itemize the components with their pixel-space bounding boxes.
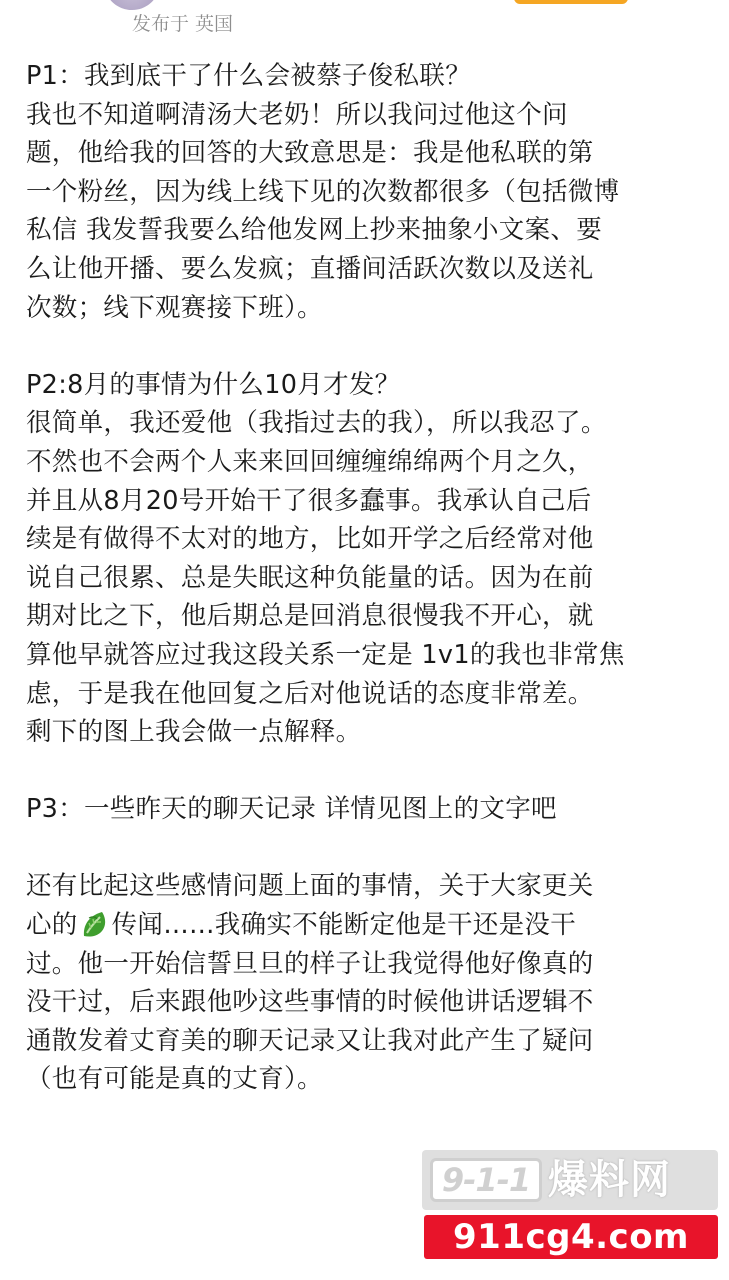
section-title-p2: P2:8月的事情为什么10月才发？ — [26, 369, 401, 400]
post-location-meta: 发布于 英国 — [132, 13, 234, 35]
paragraph-line: 么让他开播、要么发疯；直播间活跃次数以及送礼 — [26, 253, 594, 284]
watermark — [422, 1150, 722, 1260]
watermark-badge: 9-1-1 — [430, 1158, 542, 1202]
paragraph-line: 期对比之下，他后期总是回消息很慢我不开心，就 — [26, 601, 594, 632]
paragraph-line: 我也不知道啊清汤大老奶！所以我问过他这个问 — [26, 99, 568, 130]
paragraph-line: 通散发着丈育美的聊天记录又让我对此产生了疑问 — [26, 1025, 594, 1056]
paragraph-line: 不然也不会两个人来来回回缠缠绵绵两个月之久， — [26, 446, 594, 477]
paragraph-line: 还有比起这些感情问题上面的事情，关于大家更关 — [26, 871, 594, 902]
paragraph-line: 并且从8月20号开始干了很多蠢事。我承认自己后 — [26, 485, 592, 516]
text-fragment: 传闻……我确实不能断定他是干还是没干 — [111, 910, 577, 941]
paragraph-line: 没干过，后来跟他吵这些事情的时候他讲话逻辑不 — [26, 987, 594, 1018]
section-title-p1: P1：我到底干了什么会被蔡子俊私联？ — [26, 61, 472, 91]
section-title-p3: P3：一些昨天的聊天记录 详情见图上的文字吧 — [26, 794, 557, 825]
paragraph-line: （也有可能是真的丈育）。 — [26, 1064, 323, 1095]
paragraph-line: 剩下的图上我会做一点解释。 — [26, 717, 362, 748]
follow-button[interactable] — [514, 0, 628, 4]
paragraph-line: 一个粉丝，因为线上线下见的次数都很多（包括微博 — [26, 176, 620, 207]
text-fragment: 心的 — [26, 910, 78, 941]
paragraph-line: 续是有做得不太对的地方，比如开学之后经常对他 — [26, 524, 594, 555]
post-header — [0, 0, 729, 44]
paragraph-line — [26, 906, 716, 945]
paragraph-line: 次数；线下观赛接下班）。 — [26, 292, 323, 323]
paragraph-line: 私信 我发誓我要么给他发网上抄来抽象小文案、要 — [26, 215, 603, 246]
paragraph-line: 很简单，我还爱他（我指过去的我），所以我忍了。 — [26, 408, 607, 439]
watermark-url: 911cg4.com — [424, 1215, 718, 1259]
paragraph-line: 虑，于是我在他回复之后对他说话的态度非常差。 — [26, 678, 594, 709]
watermark-logo — [422, 1150, 718, 1210]
paragraph-line: 说自己很累、总是失眠这种负能量的话。因为在前 — [26, 562, 594, 593]
paragraph-line: 题，他给我的回答的大致意思是：我是他私联的第 — [26, 138, 594, 169]
post-body — [26, 57, 716, 1099]
leafy-green-emoji — [80, 909, 110, 939]
paragraph-line: 过。他一开始信誓旦旦的样子让我觉得他好像真的 — [26, 948, 594, 979]
watermark-title: 爆料网 — [548, 1157, 671, 1203]
paragraph-line: 算他早就答应过我这段关系一定是 1v1的我也非常焦 — [26, 639, 625, 670]
